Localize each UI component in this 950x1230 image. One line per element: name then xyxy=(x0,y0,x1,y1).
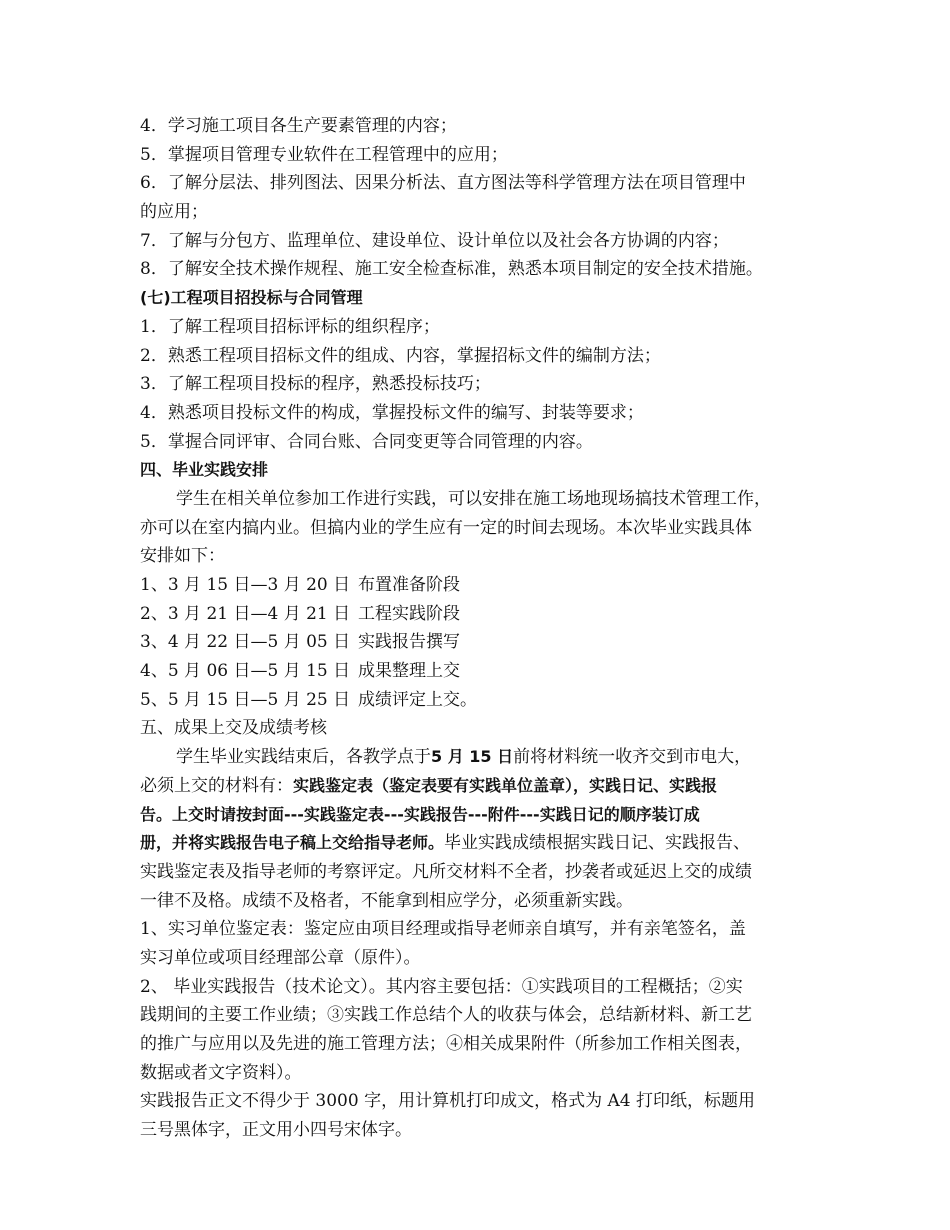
schedule-task: 工程实践阶段 xyxy=(358,603,460,624)
schedule-date: 1、3 月 15 日—3 月 20 日 xyxy=(140,575,351,595)
schedule-task: 成果整理上交 xyxy=(358,661,460,682)
list-item-continuation: 的应用； xyxy=(140,202,208,223)
paragraph-line xyxy=(140,801,825,830)
paragraph-line: 的推广与应用以及先进的施工管理方法；④相关成果附件（所参加工作相关图表， xyxy=(140,1034,752,1054)
schedule-date: 3、4 月 22 日—5 月 05 日 xyxy=(140,632,351,653)
schedule-date: 5、5 月 15 日—5 月 25 日 xyxy=(140,689,351,710)
text-run: 学生毕业实践结束后，各教学点于 xyxy=(176,747,431,768)
schedule-row xyxy=(140,571,825,600)
deadline-date: 5 月 15 日 xyxy=(431,747,514,767)
text-run: 必须上交的材料有： xyxy=(140,775,293,796)
schedule-row xyxy=(140,600,825,629)
paragraph-line: 1、实习单位鉴定表：鉴定应由项目经理或指导老师亲自填写，并有亲笔签名，盖 xyxy=(140,919,746,940)
schedule-row xyxy=(140,628,825,657)
schedule-task: 实践报告撰写 xyxy=(358,632,460,653)
paragraph-line: 实践鉴定表及指导老师的考察评定。凡所交材料不全者，抄袭者或延迟上交的成绩 xyxy=(140,861,752,882)
bold-text-run: 实践鉴定表（鉴定表要有实践单位盖章），实践日记、实践报 xyxy=(293,775,718,795)
schedule-task: 成绩评定上交。 xyxy=(358,689,477,710)
list-item: 5．掌握项目管理专业软件在工程管理中的应用； xyxy=(140,144,508,165)
paragraph-line: 实习单位或项目经理部公章（原件）。 xyxy=(140,947,421,968)
schedule-row xyxy=(140,686,825,715)
list-item: 1．了解工程项目招标评标的组织程序； xyxy=(140,316,440,337)
schedule-date: 2、3 月 21 日—4 月 21 日 xyxy=(140,603,351,624)
list-item: 7．了解与分包方、监理单位、建设单位、设计单位以及社会各方协调的内容； xyxy=(140,230,729,251)
paragraph-line: 一律不及格。成绩不及格者，不能拿到相应学分，必须重新实践。 xyxy=(140,890,633,911)
paragraph-line: 亦可以在室内搞内业。但搞内业的学生应有一定的时间去现场。本次毕业实践具体 xyxy=(140,517,752,538)
paragraph-line xyxy=(140,829,825,858)
paragraph-line: 数据或者文字资料）。 xyxy=(140,1062,302,1083)
paragraph-line: 三号黑体字，正文用小四号宋体字。 xyxy=(140,1120,412,1141)
paragraph-line: 学生在相关单位参加工作进行实践，可以安排在施工场地现场搞技术管理工作， xyxy=(176,488,771,509)
paragraph-line: 2、 毕业实践报告（技术论文）。其内容主要包括：①实践项目的工程概括；②实 xyxy=(140,976,743,997)
section-heading: 五、成果上交及成绩考核 xyxy=(140,718,327,739)
document-body xyxy=(140,112,825,1145)
paragraph-line: 实践报告正文不得少于 3000 字，用计算机打印成文，格式为 A4 打印纸，标题用 xyxy=(140,1091,755,1112)
list-item: 5．掌握合同评审、合同台账、合同变更等合同管理的内容。 xyxy=(140,431,593,452)
bold-text-run: 册，并将实践报告电子稿上交给指导老师。 xyxy=(140,833,445,853)
paragraph-line: 践期间的主要工作业绩；③实践工作总结个人的收获与体会，总结新材料、新工艺 xyxy=(140,1005,752,1026)
list-item: 4．熟悉项目投标文件的构成，掌握投标文件的编写、封装等要求； xyxy=(140,402,644,423)
list-item: 6．了解分层法、排列图法、因果分析法、直方图法等科学管理方法在项目管理中 xyxy=(140,173,746,194)
section-heading: (七)工程项目招投标与合同管理 xyxy=(140,288,363,308)
list-item: 3．了解工程项目投标的程序，熟悉投标技巧； xyxy=(140,374,491,395)
schedule-task: 布置准备阶段 xyxy=(358,575,460,595)
list-item: 4．学习施工项目各生产要素管理的内容； xyxy=(140,116,457,136)
text-run: 前将材料统一收齐交到市电大， xyxy=(513,747,752,768)
bold-text-run: 告。上交时请按封面---实践鉴定表---实践报告---附件---实践日记的顺序装订成 xyxy=(140,804,700,824)
text-run: 毕业实践成绩根据实践日记、实践报告、 xyxy=(444,833,751,854)
paragraph-line xyxy=(140,743,825,772)
list-item: 2．熟悉工程项目招标文件的组成、内容，掌握招标文件的编制方法； xyxy=(140,345,661,366)
paragraph-line xyxy=(140,772,825,801)
paragraph-line: 安排如下： xyxy=(140,546,225,567)
schedule-date: 4、5 月 06 日—5 月 15 日 xyxy=(140,661,351,682)
list-item: 8．了解安全技术操作规程、施工安全检查标准，熟悉本项目制定的安全技术措施。 xyxy=(140,259,763,280)
section-heading: 四、毕业实践安排 xyxy=(140,460,269,480)
schedule-row xyxy=(140,657,825,686)
